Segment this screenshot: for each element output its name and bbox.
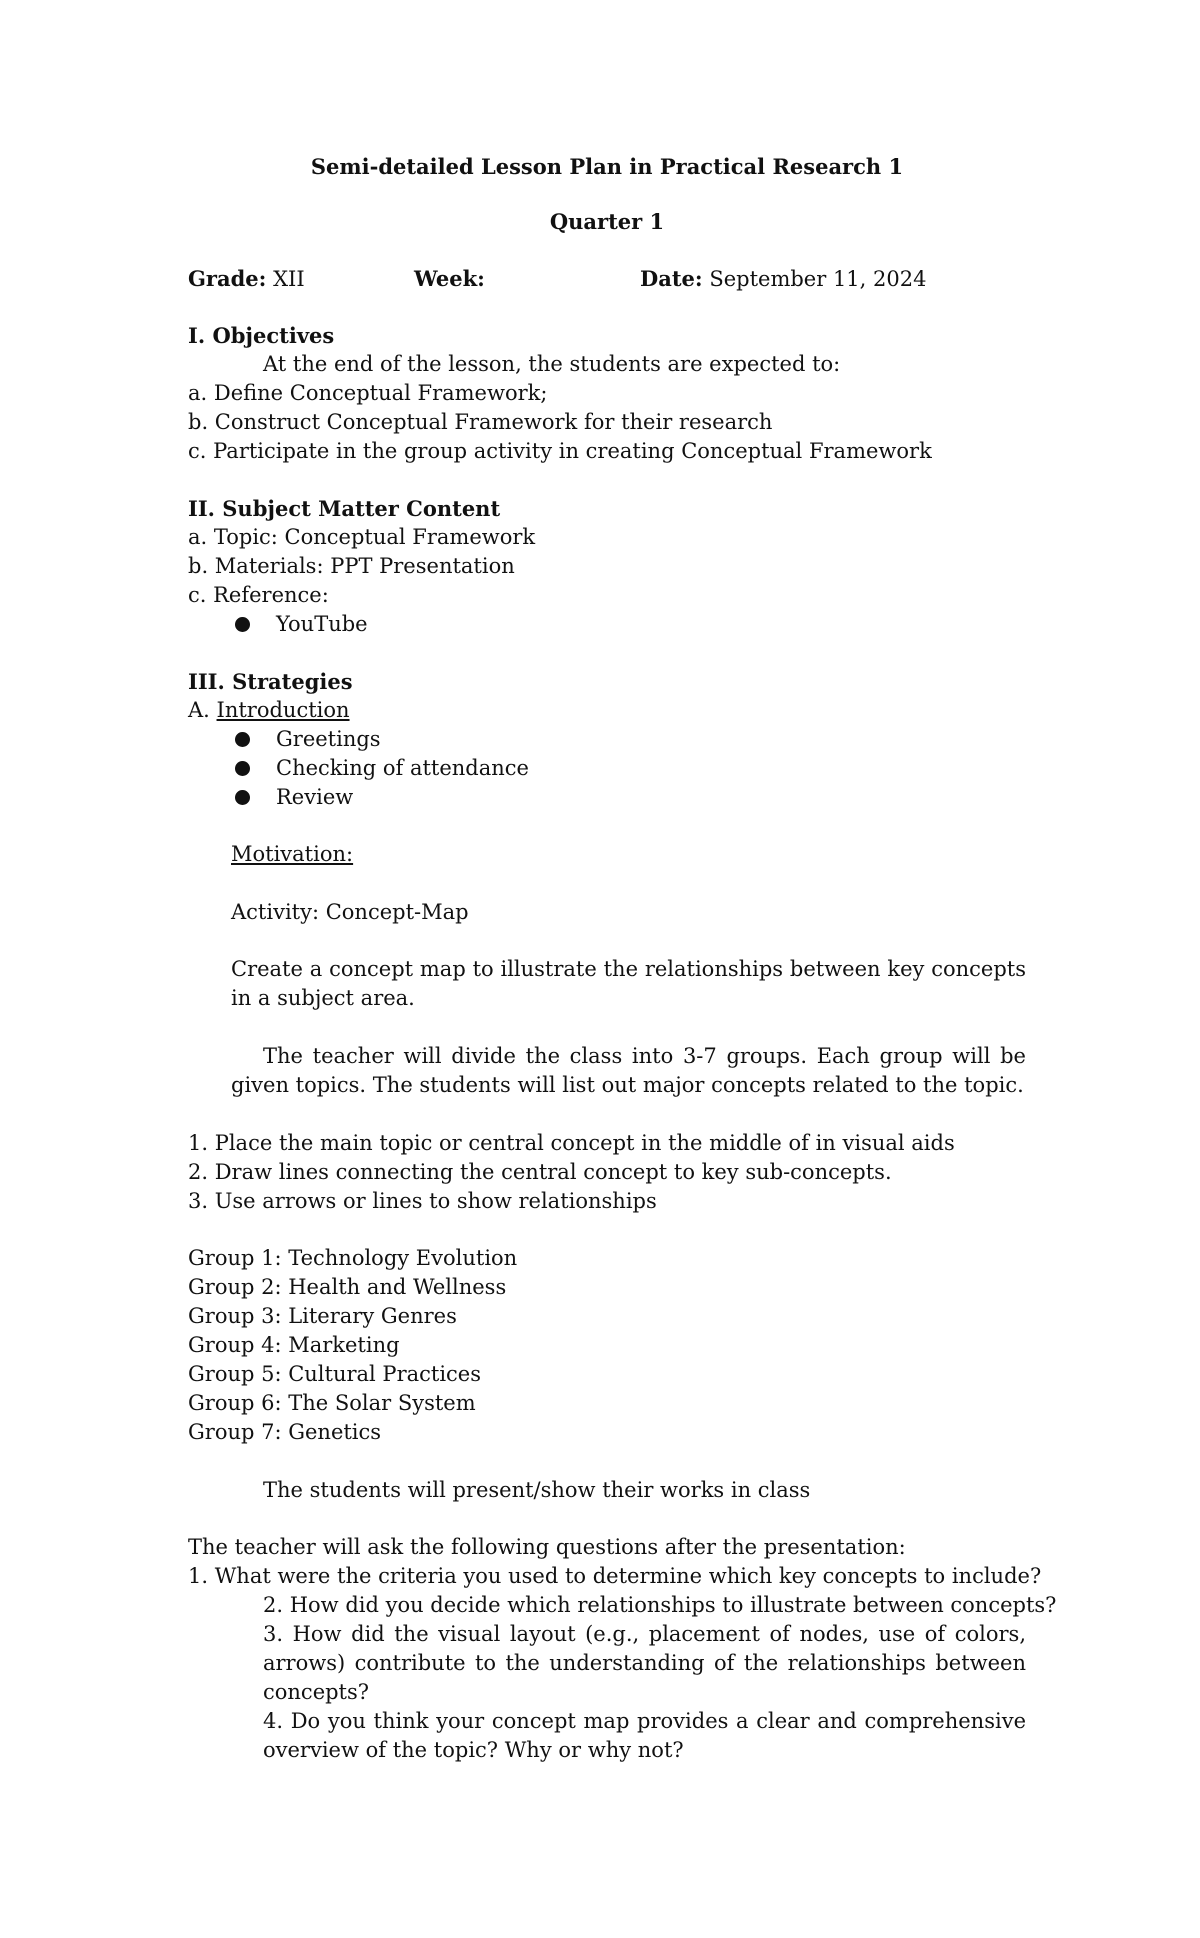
group-item: Group 6: The Solar System <box>188 1391 476 1415</box>
questions-intro: The teacher will ask the following questions after the presentation: <box>188 1535 906 1559</box>
introduction-prefix: A. <box>188 698 217 722</box>
grade-label: Grade: <box>188 266 267 291</box>
presentation-note: The students will present/show their works in class <box>263 1478 811 1502</box>
subject-matter-item: b. Materials: PPT Presentation <box>188 554 515 578</box>
activity-instruction: The teacher will divide the class into 3-7 groups. Each group will be given topics. The students will list out major concepts related to the topic. <box>231 1044 1026 1097</box>
date-field <box>640 264 926 294</box>
question-item: 3. How did the visual layout (e.g., placement of nodes, use of colors, arrows) contribute to the understanding of the relationships between concepts? <box>263 1622 1026 1704</box>
question-item: 1. What were the criteria you used to determine which key concepts to include? <box>188 1564 1042 1588</box>
step-item: 3. Use arrows or lines to show relationships <box>188 1189 657 1213</box>
question-item: 2. How did you decide which relationships to illustrate between concepts? <box>263 1593 1057 1617</box>
quarter-label: Quarter 1 <box>549 209 665 234</box>
reference-item: YouTube <box>276 612 368 636</box>
grade-field <box>188 264 305 294</box>
motivation-label: Motivation: <box>231 842 354 866</box>
objective-item: c. Participate in the group activity in creating Conceptual Framework <box>188 439 932 463</box>
activity-title: Activity: Concept-Map <box>231 900 469 924</box>
group-item: Group 4: Marketing <box>188 1333 400 1357</box>
objectives-heading: I. Objectives <box>188 323 335 348</box>
objective-item: a. Define Conceptual Framework; <box>188 381 548 405</box>
introduction-label: Introduction <box>216 698 350 722</box>
group-item: Group 7: Genetics <box>188 1420 382 1444</box>
group-item: Group 5: Cultural Practices <box>188 1362 482 1386</box>
introduction-item: Review <box>276 785 354 809</box>
document-title: Semi-detailed Lesson Plan in Practical Research 1 <box>310 154 904 179</box>
date-label: Date: <box>640 266 703 291</box>
subject-matter-item: c. Reference: <box>188 583 329 607</box>
grade-value: XII <box>273 267 305 291</box>
bullet-icon <box>235 761 250 776</box>
objective-item: b. Construct Conceptual Framework for their research <box>188 410 773 434</box>
objectives-intro: At the end of the lesson, the students are expected to: <box>263 352 841 376</box>
introduction-item: Greetings <box>276 727 381 751</box>
group-item: Group 2: Health and Wellness <box>188 1275 507 1299</box>
strategies-heading: III. Strategies <box>188 669 353 694</box>
group-item: Group 3: Literary Genres <box>188 1304 457 1328</box>
bullet-icon <box>235 617 250 632</box>
introduction-item: Checking of attendance <box>276 756 529 780</box>
subject-matter-item: a. Topic: Conceptual Framework <box>188 525 536 549</box>
week-label: Week: <box>414 266 485 291</box>
subject-matter-heading: II. Subject Matter Content <box>188 496 501 521</box>
introduction-heading <box>188 696 350 725</box>
bullet-icon <box>235 732 250 747</box>
group-item: Group 1: Technology Evolution <box>188 1246 518 1270</box>
bullet-icon <box>235 790 250 805</box>
step-item: 1. Place the main topic or central concept in the middle of in visual aids <box>188 1131 955 1155</box>
date-value: September 11, 2024 <box>709 267 927 291</box>
question-item: 4. Do you think your concept map provides a clear and comprehensive overview of the topic? Why or why not? <box>263 1709 1026 1762</box>
step-item: 2. Draw lines connecting the central concept to key sub-concepts. <box>188 1160 892 1184</box>
activity-description: Create a concept map to illustrate the relationships between key concepts in a subject area. <box>231 957 1026 1010</box>
